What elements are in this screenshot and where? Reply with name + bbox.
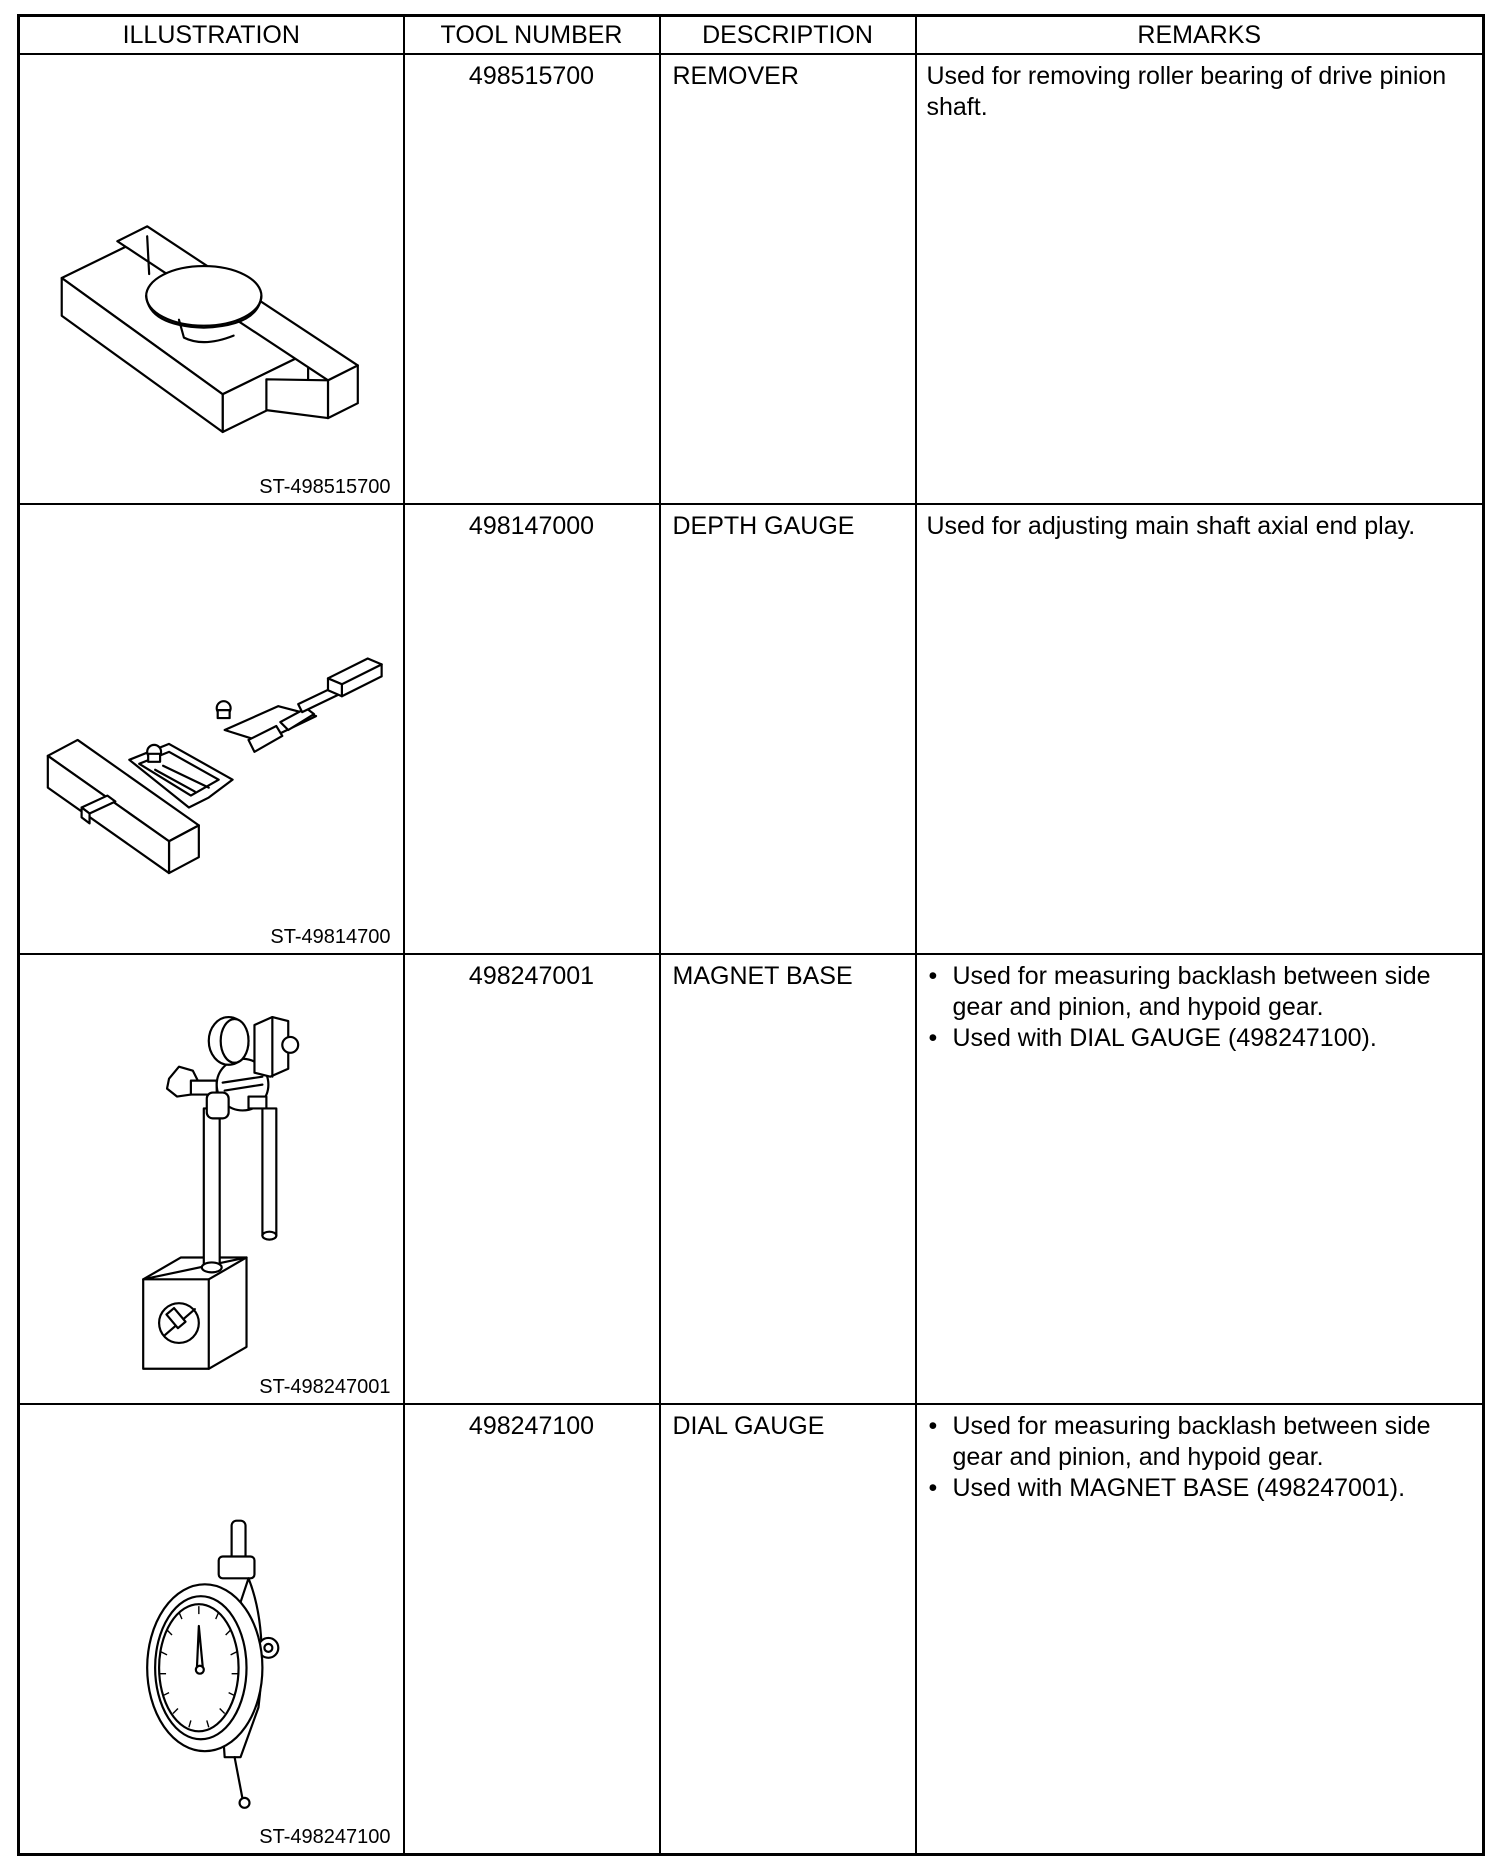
illustration-cell xyxy=(19,1404,404,1855)
illustration-code: ST-498247100 xyxy=(259,1826,391,1848)
magnet-base-illustration xyxy=(20,955,403,1403)
table-row xyxy=(19,1404,1484,1855)
illustration-code: ST-49814700 xyxy=(270,926,391,948)
illustration-cell xyxy=(19,954,404,1404)
tool-description: DIAL GAUGE xyxy=(660,1404,916,1855)
header-remarks: REMARKS xyxy=(916,16,1484,55)
dial-gauge-illustration xyxy=(20,1405,403,1853)
remark-bullet-text: Used for measuring backlash between side gear and pinion, and hypoid gear. xyxy=(952,1412,1431,1471)
remark-bullet-item xyxy=(927,1411,1473,1473)
header-description: DESCRIPTION xyxy=(660,16,916,55)
tool-description: DEPTH GAUGE xyxy=(660,504,916,954)
tool-description: REMOVER xyxy=(660,54,916,504)
bullet-icon: • xyxy=(928,962,938,990)
header-row xyxy=(19,16,1484,55)
tool-remarks xyxy=(916,954,1484,1404)
remark-bullet-item xyxy=(927,1023,1473,1054)
illustration-cell xyxy=(19,504,404,954)
remark-bullet-text: Used with DIAL GAUGE (498247100). xyxy=(952,1024,1377,1052)
remark-text: Used for adjusting main shaft axial end play. xyxy=(926,512,1416,540)
illustration-code: ST-498515700 xyxy=(259,476,391,498)
header-tool-number: TOOL NUMBER xyxy=(404,16,660,55)
remark-bullet-text: Used with MAGNET BASE (498247001). xyxy=(952,1474,1406,1502)
tool-number: 498247100 xyxy=(404,1404,660,1855)
illustration-cell xyxy=(19,54,404,504)
illustration-code: ST-498247001 xyxy=(259,1376,391,1398)
remark-text: Used for removing roller bearing of drive pinion shaft. xyxy=(926,62,1447,121)
header-illustration: ILLUSTRATION xyxy=(19,16,404,55)
bullet-icon: • xyxy=(928,1412,938,1440)
bullet-icon: • xyxy=(928,1474,938,1502)
table-row xyxy=(19,954,1484,1404)
remark-bullet-item xyxy=(927,1473,1473,1504)
remover-illustration xyxy=(20,55,403,503)
table-row xyxy=(19,54,1484,504)
tool-remarks xyxy=(916,504,1484,954)
tool-remarks xyxy=(916,54,1484,504)
special-tools-table xyxy=(17,14,1485,1856)
tool-remarks xyxy=(916,1404,1484,1855)
depth-gauge-illustration xyxy=(20,505,403,953)
table-row xyxy=(19,504,1484,954)
remark-bullet-item xyxy=(927,961,1473,1023)
tool-number: 498147000 xyxy=(404,504,660,954)
remark-bullet-text: Used for measuring backlash between side gear and pinion, and hypoid gear. xyxy=(952,962,1431,1021)
tool-description: MAGNET BASE xyxy=(660,954,916,1404)
bullet-icon: • xyxy=(928,1024,938,1052)
remark-bullet-list xyxy=(927,1411,1473,1504)
tool-number: 498247001 xyxy=(404,954,660,1404)
tool-number: 498515700 xyxy=(404,54,660,504)
remark-bullet-list xyxy=(927,961,1473,1054)
